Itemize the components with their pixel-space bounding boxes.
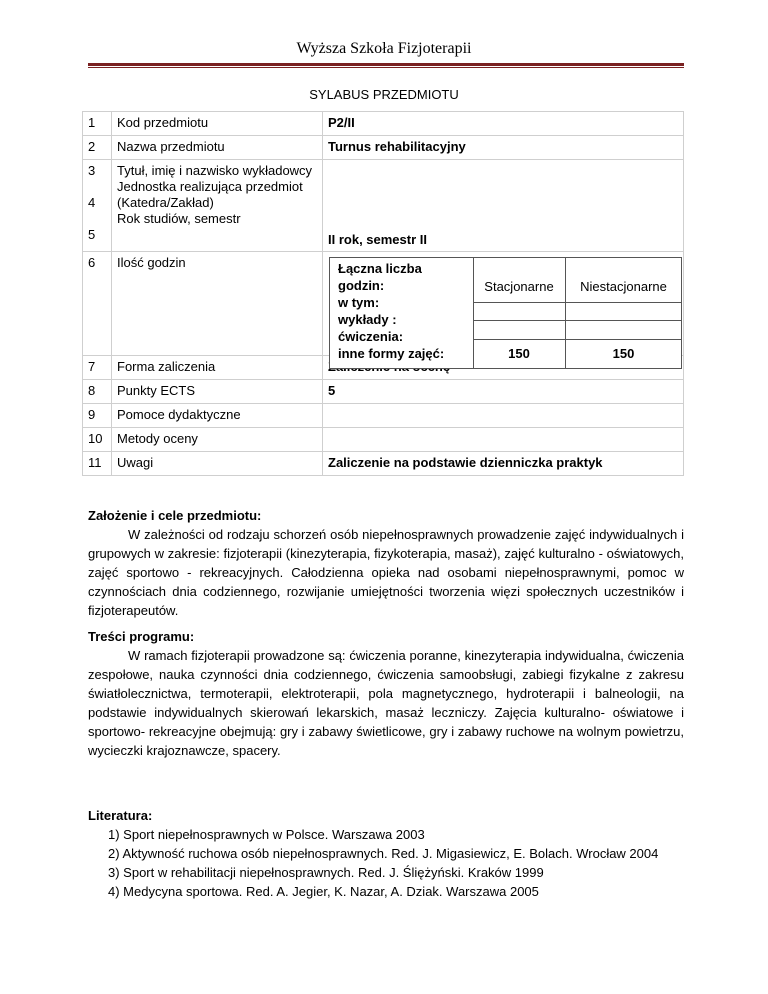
row-number: 5: [88, 227, 96, 242]
row-value: [323, 428, 684, 452]
section-content: [88, 627, 684, 760]
table-row: [83, 160, 684, 252]
row-divider: [473, 320, 681, 321]
row-number: 2: [83, 136, 112, 160]
hours-label: wykłady :: [338, 312, 397, 327]
row-value: P2/II: [323, 112, 684, 136]
row-number: 1: [83, 112, 112, 136]
row-label: Ilość godzin: [112, 252, 323, 356]
row-number: 7: [83, 356, 112, 380]
row-label: Metody oceny: [112, 428, 323, 452]
section-literature: [88, 806, 684, 901]
hours-subtable: [329, 257, 682, 369]
table-row: [83, 452, 684, 476]
row-label: Punkty ECTS: [112, 380, 323, 404]
section-text: W zależności od rodzaju schorzeń osób niepełnosprawnych prowadzenie zajęć indywidualnych i grupowych w zakresie: fizjoterapii (kinezyterapia, fizykoterapia, masaż), zajęć kulturalno - oświatowych, zajęć sportowo - rekreacyjnych. Całodzienna opieka nad osobami niepełnosprawnymi, pomoc w czynnościach dnia codziennego, rozwijanie umiejętności tworzenia więzi społecznych uczestników i fizjoterapeutów.: [88, 527, 684, 618]
row-number-group: [83, 160, 112, 252]
table-row: [83, 136, 684, 160]
section-heading: Literatura:: [88, 808, 153, 823]
niestacjonarne-hours: 150: [612, 346, 635, 361]
row-label: Pomoce dydaktyczne: [112, 404, 323, 428]
header-rule-thin: [88, 67, 684, 68]
row-number: 4: [88, 195, 96, 210]
row-divider: [473, 339, 681, 340]
row-number: 8: [83, 380, 112, 404]
row-number: 10: [83, 428, 112, 452]
hours-label: ćwiczenia:: [338, 329, 404, 344]
row-label: Nazwa przedmiotu: [112, 136, 323, 160]
row-label: Rok studiów, semestr: [117, 211, 241, 226]
hours-label: godzin:: [338, 278, 385, 293]
row-number: 9: [83, 404, 112, 428]
table-row: [83, 112, 684, 136]
header-rule-thick: [88, 63, 684, 66]
hours-label: inne formy zajęć:: [338, 346, 445, 361]
section-heading: Założenie i cele przedmiotu:: [88, 508, 262, 523]
table-row: [83, 428, 684, 452]
row-number: 11: [83, 452, 112, 476]
row-number: 3: [88, 163, 96, 178]
page-header: Wyższa Szkoła Fizjoterapii: [296, 40, 472, 57]
row-number: 6: [83, 252, 112, 356]
column-header-niestacjonarne: Niestacjonarne: [580, 279, 667, 294]
row-label: Kod przedmiotu: [112, 112, 323, 136]
stacjonarne-hours: 150: [508, 346, 530, 361]
hours-label: Łączna liczba: [338, 261, 422, 276]
row-value: II rok, semestr II: [323, 160, 684, 252]
list-item: 4) Medycyna sportowa. Red. A. Jegier, K. Nazar, A. Dziak. Warszawa 2005: [108, 884, 539, 899]
list-item: 3) Sport w rehabilitacji niepełnosprawnych. Red. J. Śliężyński. Kraków 1999: [108, 865, 544, 880]
row-value: 5: [323, 380, 684, 404]
section-goals: [88, 506, 684, 620]
row-label: Forma zaliczenia: [112, 356, 323, 380]
row-divider: [473, 302, 681, 303]
row-label: Jednostka realizująca przedmiot (Katedra/Zakład): [117, 179, 303, 210]
list-item: 2) Aktywność ruchowa osób niepełnosprawnych. Red. J. Migasiewicz, E. Bolach. Wrocław 2004: [108, 846, 659, 861]
list-item: 1) Sport niepełnosprawnych w Polsce. Warszawa 2003: [108, 827, 425, 842]
section-text: W ramach fizjoterapii prowadzone są: ćwiczenia poranne, kinezyterapia indywidualna, ćwiczenia zespołowe, nauka czynności dnia codziennego, ćwiczenia samoobsługi, zabiegi fizykalne z zakresu światłolecznictwa, termoterapii, elektroterapii, pola magnetycznego, hydroterapii i balneologii, na podstawie indywidualnych skierowań lekarskich, masaż leczniczy. Zajęcia kulturalno- oświatowe i sportowo- rekreacyjne obejmują: gry i zabawy świetlicowe, gry i zabawy ruchowe na wolnym powietrzu, wycieczki krajoznawcze, spacery.: [88, 648, 684, 758]
row-label: Uwagi: [112, 452, 323, 476]
document-title: SYLABUS PRZEDMIOTU: [309, 87, 459, 102]
literature-list: [88, 825, 684, 901]
hours-labels: [338, 260, 473, 362]
row-label: Tytuł, imię i nazwisko wykładowcy: [117, 163, 313, 178]
row-label-group: [112, 160, 323, 252]
column-header-stacjonarne: Stacjonarne: [484, 279, 554, 294]
row-value: [323, 404, 684, 428]
row-value: Turnus rehabilitacyjny: [323, 136, 684, 160]
hours-label: w tym:: [338, 295, 380, 310]
row-value: Zaliczenie na podstawie dzienniczka praktyk: [323, 452, 684, 476]
section-heading: Treści programu:: [88, 629, 195, 644]
table-row: [83, 380, 684, 404]
table-row: [83, 404, 684, 428]
